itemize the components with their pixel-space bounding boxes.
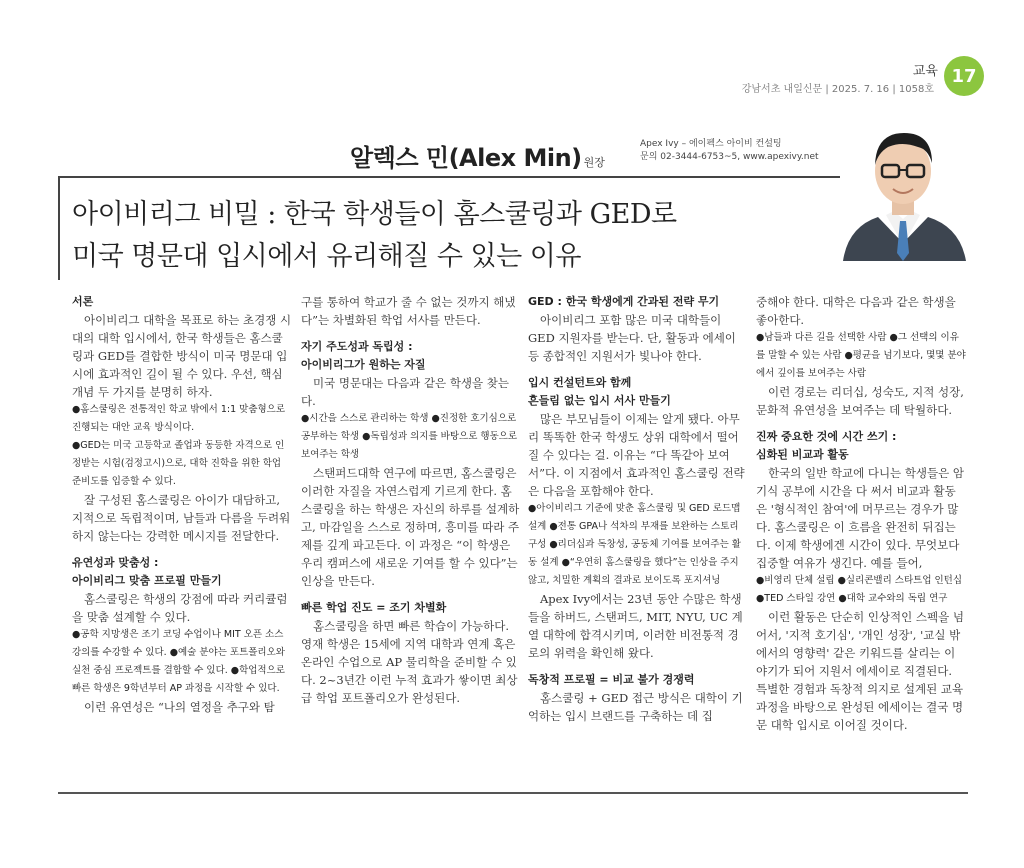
subhead: 진짜 중요한 것에 시간 쓰기 : xyxy=(756,430,897,443)
article-column-2 xyxy=(301,293,521,707)
headline-line-1: 아이비리그 비밀 : 한국 학생들이 홈스쿨링과 GED로 xyxy=(72,199,677,230)
subhead: 빠른 학업 진도 = 조기 차별화 xyxy=(301,601,447,614)
author-photo xyxy=(838,115,968,261)
paragraph: 한국의 일반 학교에 다니는 학생들은 암기식 공부에 시간을 다 써서 비교과 활동은 '형식적인 참여'에 머무르는 경우가 많다. 홈스쿨링은 이 흐름을 완전히 뒤집는다. 이제 학생에겐 시간이 있다. 무엇보다 집중할 여유가 생긴다. 예를 들어, xyxy=(756,466,965,570)
firm-name: Apex Ivy – 에이펙스 아이비 컨설팅 xyxy=(640,139,782,149)
subhead: 아이비리그가 원하는 자질 xyxy=(301,358,426,371)
article-column-1 xyxy=(72,293,292,716)
portrait-icon xyxy=(838,115,968,261)
article-column-4 xyxy=(756,293,966,734)
subhead: GED : 한국 학생에게 간과된 전략 무기 xyxy=(528,295,720,308)
subhead: 독창적 프로필 = 비교 불가 경쟁력 xyxy=(528,673,695,686)
bullet-item: ●아이비리그 기준에 맞춘 홈스쿨링 및 GED 로드맵 설계 ●전통 GPA나 석차의 부재를 보완하는 스토리 구성 ●리더십과 독창성, 공동체 기여를 보여주는 활동 설계 ●“우연히 홈스쿨링을 했다”는 인상을 주지 않고, 치밀한 계획의 결과로 보이도록 포지셔닝 xyxy=(528,503,741,586)
subhead: 자기 주도성과 독립성 : xyxy=(301,340,413,353)
paragraph: 홈스쿨링 + GED 접근 방식은 대학이 기억하는 입시 브랜드를 구축하는 데 집 xyxy=(528,691,743,723)
subhead: 유연성과 맞춤성 : xyxy=(72,556,159,569)
paragraph: 아이비리그 포함 많은 미국 대학들이 GED 지원자를 받는다. 단, 활동과 에세이 등 종합적인 지원서가 빛나야 한다. xyxy=(528,313,736,363)
subhead: 아이비리그 맞춤 프로필 만들기 xyxy=(72,574,222,587)
paragraph: 이런 유연성은 “나의 열정을 추구와 탐 xyxy=(84,700,275,714)
publication-line: 강남서초 내일신문 | 2025. 7. 16 | 1058호 xyxy=(741,84,934,95)
bullet-item: ●시간을 스스로 관리하는 학생 ●진정한 호기심으로 공부하는 학생 ●독립성과 의지를 바탕으로 행동으로 보여주는 학생 xyxy=(301,413,518,460)
author-title: 원장 xyxy=(583,156,605,169)
paragraph: 아이비리그 대학을 목표로 하는 초경쟁 시대의 대학 입시에서, 한국 학생들은 홈스쿨링과 GED를 결합한 방식이 미국 명문대 입시에 효과적인 길이 될 수 있다. 우선, 핵심 개념 두 가지를 분명히 하자. xyxy=(72,313,292,399)
author-name: 알렉스 민(Alex Min) xyxy=(350,144,582,172)
paragraph: Apex Ivy에서는 23년 동안 수많은 학생들을 하버드, 스탠퍼드, MIT, NYU, UC 계열 대학에 합격시키며, 이러한 비전통적 경로의 위력을 확인해 왔다. xyxy=(528,592,743,660)
firm-contact: 문의 02-3444-6753~5, www.apexivy.net xyxy=(640,152,819,162)
bullet-item: ●GED는 미국 고등학교 졸업과 동등한 자격으로 인정받는 시험(검정고시)으로, 대학 진학을 위한 학업 준비도를 입증할 수 있다. xyxy=(72,440,285,487)
headline xyxy=(72,194,677,278)
paragraph: 미국 명문대는 다음과 같은 학생을 찾는다. xyxy=(301,376,510,408)
subhead: 흔들림 없는 입시 서사 만들기 xyxy=(528,394,671,407)
paragraph: 홈스쿨링을 하면 빠른 학습이 가능하다. 영재 학생은 15세에 지역 대학과 연계 혹은 온라인 수업으로 AP 물리학을 준비할 수 있다. 2~3년간 이런 누적 효과가 쌓이면 최상급 학업 포트폴리오가 완성된다. xyxy=(301,619,518,705)
bullet-item: ●비영리 단체 설립 ●실리콘밸리 스타트업 인턴십 ●TED 스타일 강연 ●대학 교수와의 독립 연구 xyxy=(756,575,963,604)
paragraph: 구를 통하여 학교가 줄 수 없는 것까지 해냈다”는 차별화된 학업 서사를 만든다. xyxy=(301,295,516,327)
paragraph: 홈스쿨링은 학생의 강점에 따라 커리큘럼을 맞춤 설계할 수 있다. xyxy=(72,592,288,624)
subhead: 심화된 비교과 활동 xyxy=(756,448,849,461)
firm-info xyxy=(640,138,819,164)
paragraph: 중해야 한다. 대학은 다음과 같은 학생을 좋아한다. xyxy=(756,295,956,327)
bottom-rule xyxy=(58,792,968,794)
section-label: 교육 xyxy=(912,64,938,79)
article-column-3 xyxy=(528,293,748,725)
paragraph: 스탠퍼드대학 연구에 따르면, 홈스쿨링은 이러한 자질을 자연스럽게 기르게 한다. 홈스쿨링을 하는 학생은 자신의 하루를 설계하고, 마감일을 스스로 정하며, 흥미를 따라 주제를 깊게 파고든다. 이 과정은 “이 학생은 우리 캠퍼스에 새로운 기여를 할 수 있다”는 인상을 만든다. xyxy=(301,466,520,588)
paragraph: 이런 경로는 리더십, 성숙도, 지적 성장, 문화적 유연성을 보여주는 데 탁월하다. xyxy=(756,385,964,417)
bullet-item: ●남들과 다른 길을 선택한 사람 ●그 선택의 이유를 말할 수 있는 사람 ●평균을 넘기보다, 몇몇 분야에서 깊이를 보여주는 사람 xyxy=(756,332,966,379)
bullet-item: ●공학 지망생은 조기 코딩 수업이나 MIT 오픈 소스 강의를 수강할 수 있다. ●예술 분야는 포트폴리오와 실천 중심 프로젝트를 결합할 수 있다. ●학업적으로 빠른 학생은 9학년부터 AP 과정을 시작할 수 있다. xyxy=(72,629,285,694)
subhead-intro: 서론 xyxy=(72,295,94,308)
headline-line-2: 미국 명문대 입시에서 유리해질 수 있는 이유 xyxy=(72,241,581,272)
paragraph: 이런 활동은 단순히 인상적인 스펙을 넘어서, '지적 호기심', '개인 성장', '교실 밖에서의 영향력' 같은 키워드를 살리는 이야기가 되어 지원서 에세이로 직결된다. 특별한 경험과 독창적 의지로 설계된 교육 과정을 바탕으로 완성된 에세이는 결국 명문 대학 입시로 이어질 것이다. xyxy=(756,610,965,732)
paragraph: 잘 구성된 홈스쿨링은 아이가 대담하고, 지적으로 독립적이며, 남들과 다름을 두려워하지 않는다는 강력한 메시지를 전달한다. xyxy=(72,493,291,543)
subhead: 입시 컨설턴트와 함께 xyxy=(528,376,632,389)
author-byline xyxy=(350,138,605,173)
paragraph: 많은 부모님들이 이제는 알게 됐다. 아무리 똑똑한 한국 학생도 상위 대학에서 떨어질 수 있다는 걸. 이유는 “다 똑같아 보여서”다. 이 지점에서 효과적인 홈스쿨링 전략은 다음을 포함해야 한다. xyxy=(528,412,745,498)
bullet-item: ●홈스쿨링은 전통적인 학교 밖에서 1:1 맞춤형으로 진행되는 대안 교육 방식이다. xyxy=(72,404,286,433)
page-number-badge: 17 xyxy=(944,56,984,96)
